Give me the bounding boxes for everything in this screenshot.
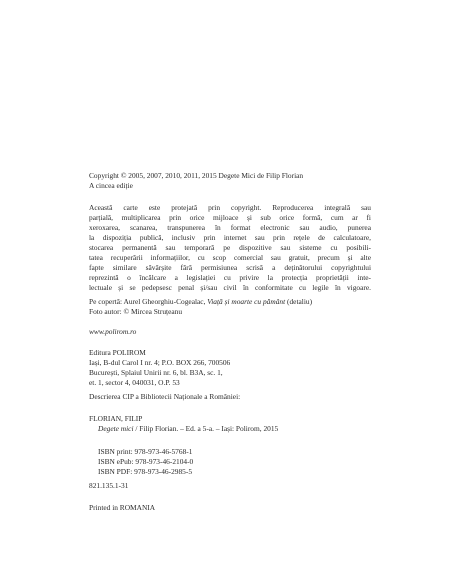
classification-code: 821.135.1-31 [89, 481, 129, 490]
notice-line: lectuale și se pedepsesc penal și/sau civil în conformitate cu legile în vigoare. [89, 283, 371, 292]
notice-line: Această carte este protejată prin copyright. Reproducerea integrală sau [89, 203, 371, 212]
credits-block [89, 297, 371, 317]
publisher-address: Iași, B-dul Carol I nr. 4; P.O. BOX 266, 700506 [89, 358, 231, 367]
cip-title: Degete mici [98, 424, 134, 433]
classification-block [89, 481, 371, 491]
publisher-address: et. 1, sector 4, 040031, O.P. 53 [89, 378, 180, 387]
notice-line: reprezintă o încălcare a legislației cu privire la protecția proprietății inte- [89, 273, 371, 282]
cover-artwork-title: Viață și moarte cu pământ [207, 297, 286, 306]
cover-credit [89, 297, 371, 307]
cip-heading: Descrierea CIP a Bibliotecii Naționale a României: [89, 392, 241, 401]
notice-line: fapte similare săvârșite fără permisiunea scrisă a deținătorului copyrightului [89, 263, 371, 272]
website-block [89, 327, 371, 337]
cover-credit-suffix: (detaliu) [285, 297, 313, 306]
copyright-notice [89, 203, 371, 293]
publisher-address: București, Splaiul Unirii nr. 6, bl. B3A, sc. 1, [89, 368, 223, 377]
publisher-name: Editura POLIROM [89, 348, 146, 357]
copyright-line: Copyright © 2005, 2007, 2010, 2011, 2015 Degete Mici de Filip Florian [89, 171, 304, 180]
isbn-block [98, 447, 380, 477]
notice-line: stocarea permanentă sau temporară pe dispozitive sau sisteme cu posibili- [89, 243, 371, 252]
notice-line: xeroxarea, scanarea, transpunerea în format electronic sau audio, punerea [89, 223, 371, 232]
photo-credit: Foto autor: © Mircea Struțeanu [89, 307, 183, 316]
printed-block [89, 503, 371, 513]
edition-line: A cincea ediție [89, 181, 133, 190]
cip-record [89, 414, 371, 434]
isbn-print: ISBN print: 978-973-46-5768-1 [98, 447, 193, 456]
cip-block [89, 392, 371, 402]
notice-line: parțială, multiplicarea prin orice mijloace și sub orice formă, cum ar fi [89, 213, 371, 222]
cip-author: FLORIAN, FILIP [89, 414, 143, 423]
notice-line: tatea recuperării informațiilor, cu scop comercial sau gratuit, precum și alte [89, 253, 371, 262]
cip-title-line [89, 424, 371, 434]
publisher-block [89, 348, 371, 388]
printed-in: Printed in ROMANIA [89, 503, 156, 512]
isbn-pdf: ISBN PDF: 978-973-46-2985-5 [98, 467, 193, 476]
website-link[interactable]: www.polirom.ro [89, 327, 137, 336]
cover-credit-prefix: Pe copertă: Aurel Gheorghiu-Cogealac, [89, 297, 208, 306]
isbn-epub: ISBN ePub: 978-973-46-2104-0 [98, 457, 194, 466]
cip-details: / Filip Florian. – Ed. a 5-a. – Iași: Polirom, 2015 [133, 424, 279, 433]
copyright-block [89, 171, 371, 191]
notice-line: la dispoziția publică, inclusiv prin internet sau prin rețele de calculatoare, [89, 233, 371, 242]
